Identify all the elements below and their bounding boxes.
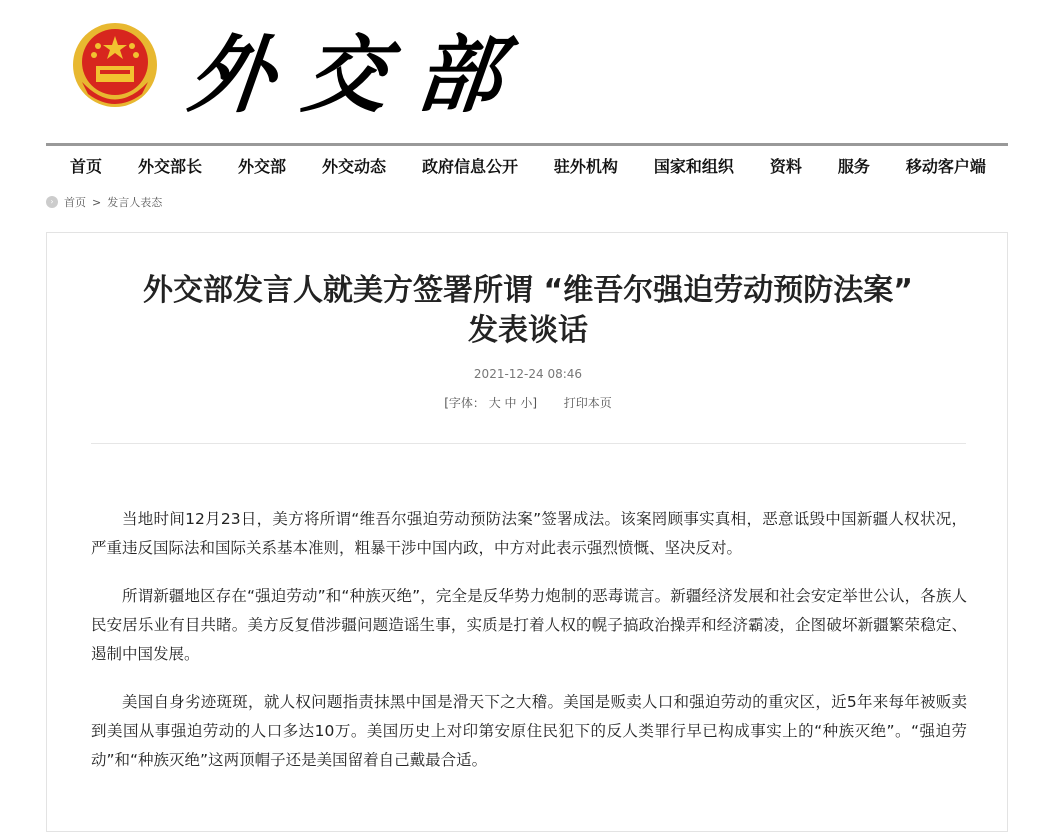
font-small-button[interactable]: 小: [520, 396, 533, 410]
font-medium-button[interactable]: 中: [504, 396, 517, 410]
nav-mobile[interactable]: 移动客户端: [905, 157, 986, 176]
chevron-right-icon: ›: [46, 196, 58, 208]
main-nav: [46, 143, 1008, 185]
paragraph: 所谓新疆地区存在“强迫劳动”和“种族灭绝”，完全是反华势力炮制的恶毒谎言。新疆经济发展和社会安定举世公认，各族人民安居乐业有目共睹。美方反复借涉疆问题造谣生事，实质是打着人权的幌子搞政治操弄和经济霸凌，企图破坏新疆繁荣稳定、遏制中国发展。: [91, 587, 967, 663]
breadcrumb: [46, 194, 162, 210]
title-line-2: 发表谈话: [468, 313, 588, 348]
site-header: [0, 0, 1056, 140]
nav-gov-info[interactable]: 政府信息公开: [421, 157, 518, 176]
divider: [91, 443, 966, 444]
nav-ministry[interactable]: 外交部: [237, 157, 286, 176]
article-tools: [47, 394, 1009, 411]
article-body: [91, 505, 967, 794]
paragraph: 当地时间12月23日，美方将所谓“维吾尔强迫劳动预防法案”签署成法。该案罔顾事实真相，恶意诋毁中国新疆人权状况，严重违反国际法和国际关系基本准则，粗暴干涉中国内政，中方对此表示强烈愤慨、坚决反对。: [91, 510, 967, 557]
nav-countries[interactable]: 国家和组织: [653, 157, 734, 176]
font-size-label: [字体：: [444, 396, 485, 410]
font-size-bracket: ]: [532, 396, 538, 410]
nav-services[interactable]: 服务: [837, 157, 870, 176]
breadcrumb-home[interactable]: 首页: [64, 196, 86, 209]
ministry-logo[interactable]: 外交部: [184, 25, 537, 124]
print-button[interactable]: 打印本页: [563, 396, 612, 410]
font-large-button[interactable]: 大: [488, 396, 501, 410]
nav-home[interactable]: 首页: [70, 157, 103, 176]
article-container: [46, 232, 1008, 832]
national-emblem-icon: [72, 22, 158, 108]
nav-missions[interactable]: 驻外机构: [553, 157, 618, 176]
breadcrumb-separator: >: [92, 195, 102, 209]
title-line-1: 外交部发言人就美方签署所谓 “维吾尔强迫劳动预防法案”: [143, 273, 913, 308]
nav-minister[interactable]: 外交部长: [137, 157, 202, 176]
nav-news[interactable]: 外交动态: [321, 157, 386, 176]
nav-resources[interactable]: 资料: [769, 157, 802, 176]
article-title: [47, 271, 1009, 351]
breadcrumb-current[interactable]: 发言人表态: [107, 196, 163, 209]
paragraph: 美国自身劣迹斑斑，就人权问题指责抹黑中国是滑天下之大稽。美国是贩卖人口和强迫劳动的重灾区，近5年来每年被贩卖到美国从事强迫劳动的人口多达10万。美国历史上对印第安原住民犯下的反人类罪行早已构成事实上的“种族灭绝”。“强迫劳动”和“种族灭绝”这两顶帽子还是美国留着自己戴最合适。: [91, 693, 967, 769]
publish-date: 2021-12-24 08:46: [473, 367, 583, 381]
